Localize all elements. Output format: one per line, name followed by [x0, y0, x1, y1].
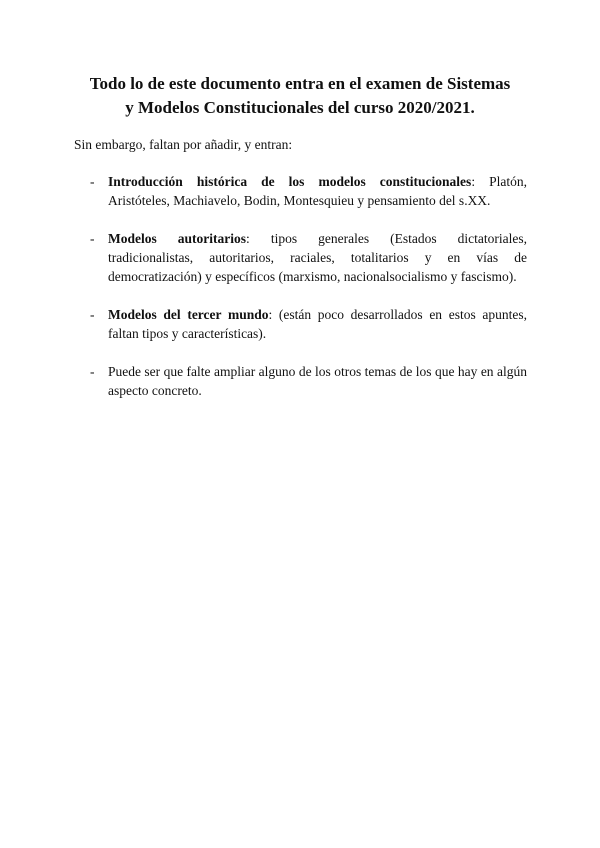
bullet-dash: - [90, 231, 95, 246]
bullet-dash: - [90, 307, 95, 322]
intro-paragraph: Sin embargo, faltan por añadir, y entran: [74, 137, 293, 152]
list-item [90, 172, 527, 210]
list-item [90, 305, 527, 343]
list-item [90, 362, 527, 400]
list-item [90, 229, 527, 286]
item-text: : tipos generales (Estados dictatoriales, tradicionalistas, autoritarios, raciales, totalitarios y en vías de democratización) y específicos (marxismo, nacionalsocialismo y fascismo). [108, 231, 527, 284]
item-text: Puede ser que falte ampliar alguno de los otros temas de los que hay en algún aspecto concreto. [108, 364, 527, 398]
item-heading: Modelos autoritarios [108, 231, 247, 246]
title-line-1: Todo lo de este documento entra en el examen de Sistemas [89, 74, 511, 93]
item-heading: Modelos del tercer mundo [108, 307, 269, 322]
item-heading: Introducción histórica de los modelos constitucionales [108, 174, 472, 189]
document-title [60, 72, 540, 120]
bullet-dash: - [90, 364, 95, 379]
bullet-dash: - [90, 174, 95, 189]
item-text: : (están poco desarrollados en estos apuntes, faltan tipos y características). [108, 307, 527, 341]
title-line-2: y Modelos Constitucionales del curso 2020/2021. [125, 98, 475, 117]
item-text: : Platón, Aristóteles, Machiavelo, Bodin, Montesquieu y pensamiento del s.XX. [108, 174, 527, 208]
topic-list [90, 172, 527, 419]
